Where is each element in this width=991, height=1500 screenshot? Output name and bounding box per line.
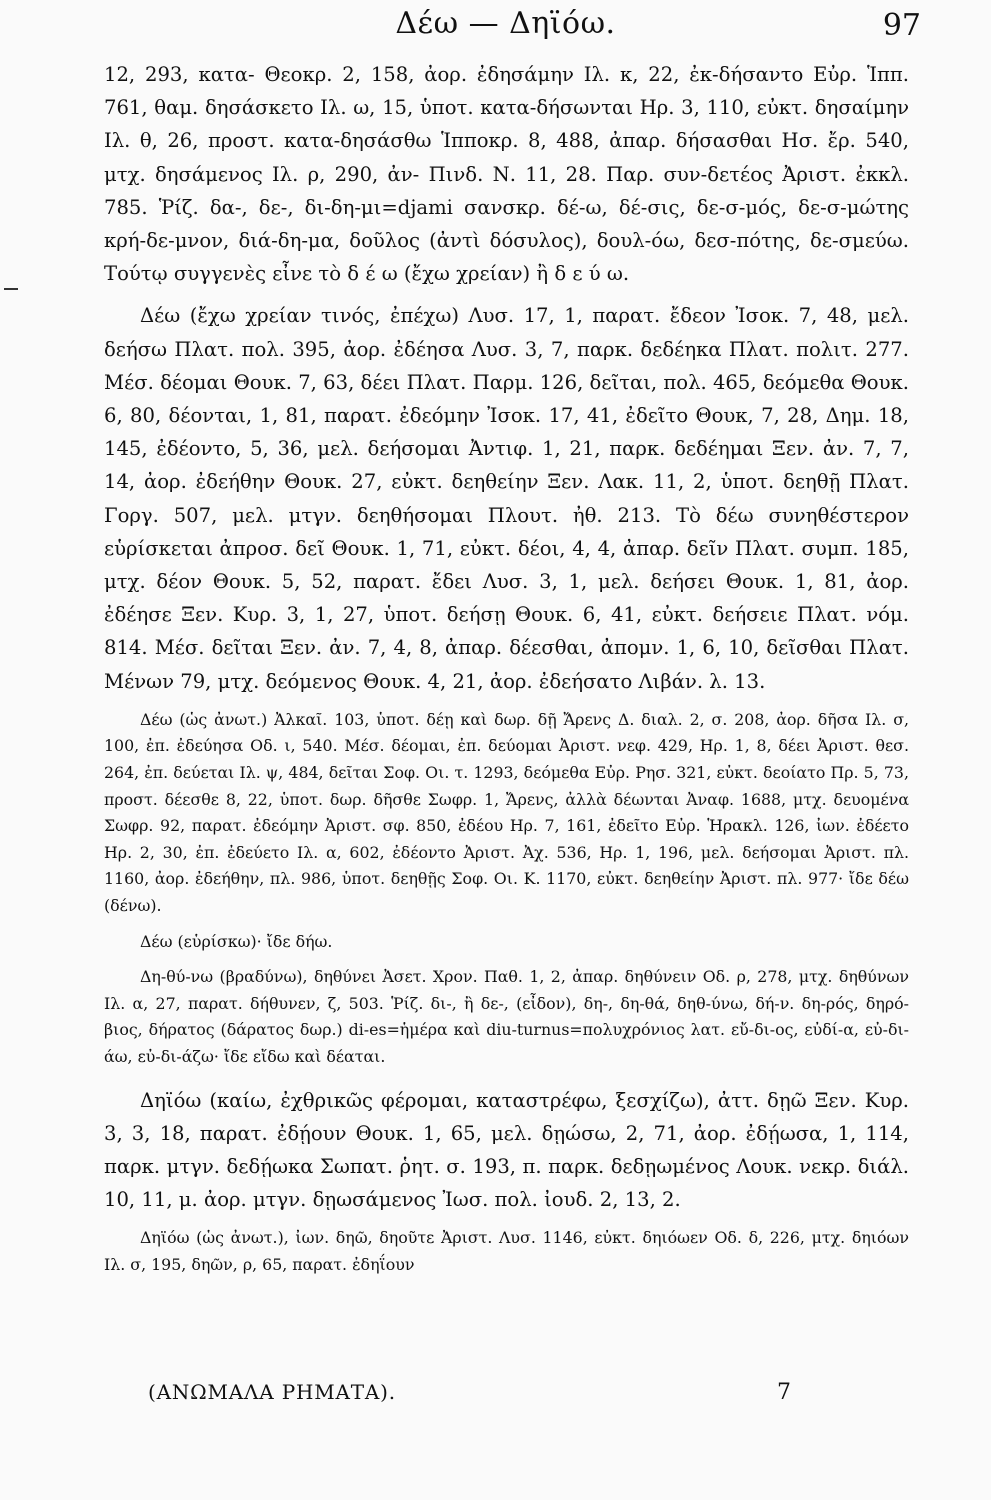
entry-continuation-dew-bind: 12, 293, κατα- Θεοκρ. 2, 158, ἀορ. ἐδησάμην Ιλ. κ, 22, ἐκ-δήσαντο Εὐρ. Ἱππ. 761, θαμ. δησάσκετο Ιλ. ω, 15, ὑποτ. κατα-δήσωνται Ηρ. 3, 110, εὐκτ. δησαίμην Ιλ. θ, 26, προστ. κατα-δησάσθω Ἱπποκρ. 8, 488, ἀπαρ. δήσασθαι Ησ. ἔρ. 540, μτχ. δησάμενος Ιλ. ρ, 290, ἀν- Πινδ. Ν. 11, 28. Παρ. συν-δετέος Ἀριστ. ἐκκλ. 785. Ῥίζ. δα-, δε-, δι-δη-μι=djami σανσκρ. δέ-ω, δέ-σις, δε-σ-μός, δε-σ-μώτης κρή-δε-μνον, διά-δη-μα, δοῦλος (ἀντὶ δόσυλος), δουλ-όω, δεσ-πότης, δε-σμεύω. Τούτῳ συγγενὲς εἶνε τὸ δ έ ω (ἔχω χρείαν) ἢ δ ε ύ ω.	[104, 63, 909, 286]
entry-dew-find: Δέω (εὑρίσκω)· ἴδε δήω.	[140, 931, 333, 951]
page-header	[100, 6, 921, 50]
sheet-signature-number: 7	[777, 1380, 791, 1405]
margin-mark	[4, 288, 18, 290]
page-footer	[148, 1380, 791, 1414]
running-head: Δέω — Δηϊόω.	[395, 6, 616, 41]
page-body	[104, 58, 909, 1279]
paragraph-gap	[104, 920, 909, 929]
entry-deioo-ionic: Δηϊόω (ὡς ἀνωτ.), ἰων. δηῶ, δηοῦτε Ἀριστ. Λυσ. 1146, εὐκτ. δηιόωεν Οδ. δ, 226, μτχ. δηιόων Ιλ. σ, 195, δηῶν, ρ, 65, παρατ. ἐδηΐουν	[104, 1228, 909, 1274]
entry-dew-need: Δέω (ἔχω χρείαν τινός, ἐπέχω) Λυσ. 17, 1, παρατ. ἔδεον Ἰσοκ. 7, 48, μελ. δεήσω Πλατ. πολ. 395, ἀορ. ἐδέησα Λυσ. 3, 7, παρκ. δεδέηκα Πλατ. πολιτ. 277. Μέσ. δέομαι Θουκ. 7, 63, δέει Πλατ. Παρμ. 126, δεῖται, πολ. 465, δεόμεθα Θουκ. 6, 80, δέονται, 1, 81, παρατ. ἐδεόμην Ἰσοκ. 17, 41, ἐδεῖτο Θουκ, 7, 28, Δημ. 18, 145, ἐδέοντο, 5, 36, μελ. δεήσομαι Ἀντιφ. 1, 21, παρκ. δεδέημαι Ξεν. ἀν. 7, 7, 14, ἀορ. ἐδεήθην Θουκ. 27, εὐκτ. δεηθείην Ξεν. Λακ. 11, 2, ὑποτ. δεηθῇ Πλατ. Γοργ. 507, μελ. μτγν. δεηθήσομαι Πλουτ. ἠθ. 213. Τὸ δέω συνηθέστερον εὑρίσκεται ἀπροσ. δεῖ Θουκ. 1, 71, εὐκτ. δέοι, 4, 4, ἀπαρ. δεῖν Πλατ. συμπ. 185, μτχ. δέον Θουκ. 5, 52, παρατ. ἔδει Λυσ. 3, 1, μελ. δεήσει Θουκ. 1, 81, ἀορ. ἐδέησε Ξεν. Κυρ. 3, 1, 27, ὑποτ. δεήσῃ Θουκ. 6, 41, εὐκτ. δεήσειε Πλατ. νόμ. 814. Μέσ. δεῖται Ξεν. ἀν. 7, 4, 8, ἀπαρ. δέεσθαι, ἀπομν. 1, 6, 10, δεῖσθαι Πλατ. Μένων 79, μτχ. δεόμενος Θουκ. 4, 21, ἀορ. ἐδεήσατο Λιβάν. λ. 13.	[104, 304, 909, 693]
paragraph-gap	[104, 290, 909, 299]
paragraph-gap	[104, 698, 909, 707]
page-number: 97	[882, 8, 921, 43]
entry-dew-dialects: Δέω (ὡς ἀνωτ.) Ἀλκαῖ. 103, ὑποτ. δέῃ καὶ δωρ. δῇ Ἄρενς Δ. διαλ. 2, σ. 208, ἀορ. δῆσα Ιλ. σ, 100, ἐπ. ἐδεύησα Οδ. ι, 540. Μέσ. δέομαι, ἐπ. δεύομαι Ἀριστ. νεφ. 429, Ηρ. 1, 8, δέει Ἀριστ. θεσ. 264, ἐπ. δεύεται Ιλ. ψ, 484, δεῖται Σοφ. Οι. τ. 1293, δεόμεθα Εὐρ. Ρησ. 321, εὐκτ. δεοίατο Πρ. 5, 73, προστ. δέεσθε 8, 22, ὑποτ. δωρ. δῆσθε Σωφρ. 1, Ἄρενς, ἀλλὰ δέωνται Ἀναφ. 1688, μτχ. δευομένα Σωφρ. 92, παρατ. ἐδεόμην Ἀριστ. σφ. 850, ἐδέου Ηρ. 7, 161, ἐδεῖτο Εὐρ. Ἡρακλ. 126, ἰων. ἐδέετο Ηρ. 2, 30, ἐπ. ἐδεύετο Ιλ. α, 602, ἐδέοντο Ἀριστ. Ἀχ. 536, Ηρ. 1, 196, μελ. δεήσομαι Ἀριστ. πλ. 1160, ἀορ. ἐδεήθην, πλ. 986, ὑποτ. δεηθῇς Σοφ. Οι. Κ. 1170, εὐκτ. δεηθείην Ἀριστ. πλ. 977· ἴδε δέω (δένω).	[104, 709, 909, 916]
signature-title: (ΑΝΩΜΑΛΑ ΡΗΜΑΤΑ).	[148, 1380, 396, 1404]
paragraph-gap	[104, 1216, 909, 1225]
paragraph-gap	[104, 955, 909, 964]
entry-deioo: Δηϊόω (καίω, ἐχθρικῶς φέρομαι, καταστρέφω, ξεσχίζω), ἀττ. δῃῶ Ξεν. Κυρ. 3, 3, 18, παρατ. ἐδῄουν Θουκ. 1, 65, μελ. δῃώσω, 2, 71, ἀορ. ἐδῄωσα, 1, 114, παρκ. μτγν. δεδῄωκα Σωπατ. ῥητ. σ. 193, π. παρκ. δεδῃωμένος Λουκ. νεκρ. διάλ. 10, 11, μ. ἀορ. μτγν. δῃωσάμενος Ἰωσ. πολ. ἰουδ. 2, 13, 2.	[104, 1088, 909, 1212]
paragraph-gap	[104, 1071, 909, 1084]
entry-dethyno: Δη-θύ-νω (βραδύνω), δηθύνει Ἀσετ. Χρον. Παθ. 1, 2, ἀπαρ. δηθύνειν Οδ. ρ, 278, μτχ. δηθύνων Ιλ. α, 27, παρατ. δήθυνεν, ζ, 503. Ῥίζ. δι-, ἢ δε-, (εἶδον), δη-, δη-θά, δηθ-ύνω, δή-ν. δη-ρός, δηρό-βιος, δήρατος (δάρατος δωρ.) di-es=ἡμέρα καὶ diu-turnus=πολυχρόνιος λατ. εὔ-δι-ος, εὐδί-α, εὐ-δι-άω, εὐ-δι-άζω· ἴδε εἴδω καὶ δέαται.	[104, 967, 909, 1066]
